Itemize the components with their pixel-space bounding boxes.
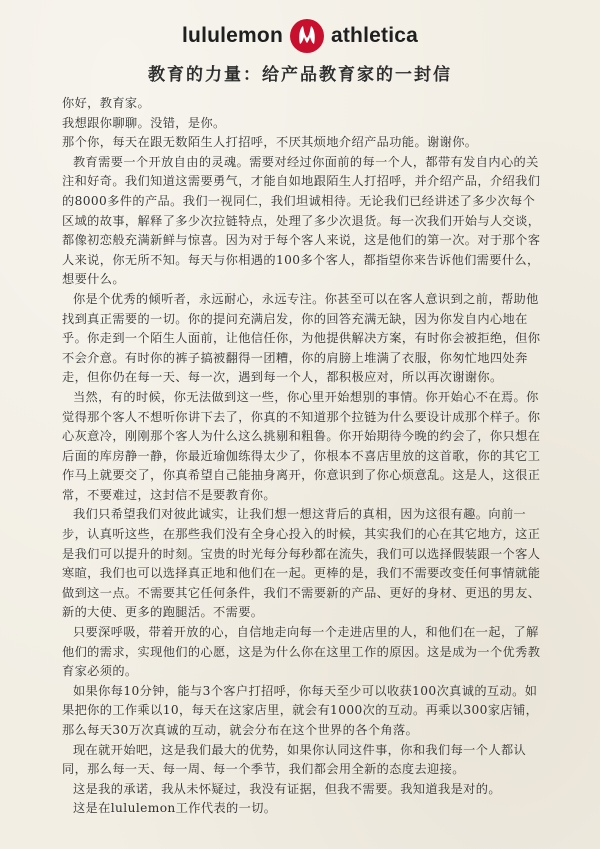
paragraph: 你好，教育家。 [62,96,151,110]
paragraph: 只要深呼吸，带着开放的心，自信地走向每一个走进店里的人，和他们在一起，了解他们的需求，实现他们的心愿，这是为什么你在这里工作的原因。这是成为一个优秀教育家必须的。 [62,625,541,679]
paragraph: 教育需要一个开放自由的灵魂。需要对经过你面前的每一个人，都带有发自内心的关注和好奇。我们知道这需要勇气，才能自如地跟陌生人打招呼，并介绍产品，介绍我们的8000多件的产品。我们一视同仁，我们坦诚相待。无论我们已经讲述了多少次每个区域的故事，解释了多少次拉链特点，处理了多少次退货。每一次我们开始与人交谈，都像初恋般充满新鲜与惊喜。因为对于每个客人来说，这是他们的第一次。对于那个客人来说，你无所不知。每天与你相遇的100多个客人，都指望你来告诉他们需要什么，想要什么。 [62,154,541,287]
paragraph: 我想跟你聊聊。没错，是你。 [62,115,226,130]
paragraph: 如果你每10分钟，能与3个客户打招呼，你每天至少可以收获100次真诚的互动。如果把你的工作乘以10，每天在这家店里，就会有1000次的互动。再乘以300家店铺，那么每天30万次真诚的互动，就会分布在这个世界的各个角落。 [62,683,539,737]
paragraph: 那个你，每天在跟无数陌生人打招呼，不厌其烦地介绍产品功能。谢谢你。 [62,135,478,150]
paragraph: 我们只希望我们对彼此诚实，让我们想一想这背后的真相，因为这很有趣。向前一步，认真听这些，在那些我们没有全身心投入的时候，其实我们的心在其它地方，这正是我们可以提升的时刻。宝贵的时光每分每秒都在流失，我们可以选择假装跟一个客人寒暄，我们也可以选择真正地和他们在一起。更棒的是，我们不需要改变任何事情就能做到这一点。不需要其它任何条件，我们不需要新的产品、更好的身材、更迅的男友、新的大使、更多的跑腿活。不需要。 [62,507,541,620]
brand-name-left: lululemon [182,24,283,47]
letter-body [62,94,544,819]
brand-name-right: athletica [330,24,418,47]
paragraph: 这是在lululemon工作代表的一切。 [72,801,277,816]
paragraph: 现在就开始吧，这是我们最大的优势，如果你认同这件事，你和我们每一个人都认同，那么每一天、每一周、每一个季节，我们都会用全新的态度去迎接。 [62,742,527,777]
paragraph: 当然，有的时候，你无法做到这一些，你心里开始想别的事情。你开始心不在焉。你觉得那个客人不想听你讲下去了，你真的不知道那个拉链为什么要设计成那个样子。你心灰意冷，刚刚那个客人为什么这么挑剔和粗鲁。你开始期待今晚的约会了，你只想在后面的库房静一静，你最近瑜伽练得太少了，你根本不喜店里放的这首歌，你的其它工作马上就要交了，你真希望自己能抽身离开，你意识到了你心烦意乱。这是人，这很正常，不要难过，这封信不是要教育你。 [62,389,541,502]
letter-title: 教育的力量：给产品教育家的一封信 [148,65,452,85]
paragraph: 你是个优秀的倾听者，永远耐心，永远专注。你甚至可以在客人意识到之前，帮助他找到真正需要的一切。你的提问充满启发，你的回答充满无缺，因为你发自内心地在乎。你走到一个陌生人面前，让他信任你，为他提供解决方案，有时你会被拒绝，但你不会介意。有时你的裤子搞被翻得一团糟，你的肩膀上堆满了衣服，你匆忙地四处奔走，但你仍在每一天、每一次，遇到每一个人，都积极应对，所以再次谢谢你。 [62,291,541,385]
paragraph: 这是我的承诺，我从未怀疑过，我没有证据，但我不需要。我知道我是对的。 [72,781,501,796]
brand-header [0,14,600,58]
lululemon-logo-icon [289,18,325,54]
